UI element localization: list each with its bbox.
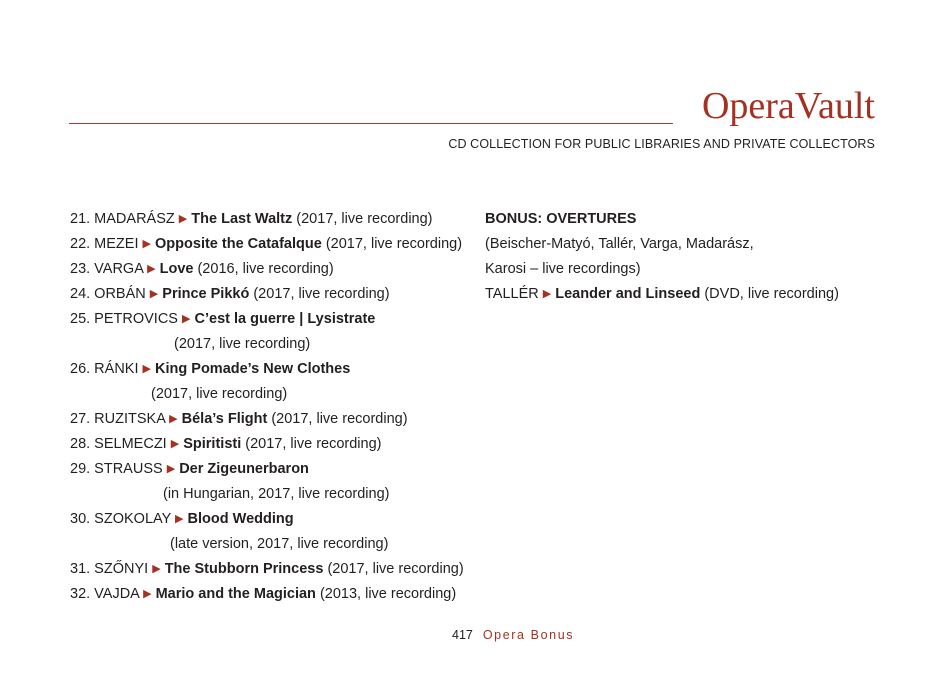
play-arrow-icon: ▶ <box>175 513 184 525</box>
play-arrow-icon: ▶ <box>170 438 180 450</box>
bonus-heading: BONUS: OVERTURES <box>485 211 637 227</box>
list-item: 31. SZŐNYI ▶ The Stubborn Princess (2017, live recording) <box>70 561 464 577</box>
page-footer <box>452 626 574 644</box>
bonus-item: TALLÉR ▶ Leander and Linseed (DVD, live recording) <box>485 286 839 302</box>
page-number: 417 <box>452 628 473 642</box>
play-arrow-icon: ▶ <box>182 313 191 325</box>
bonus-section <box>485 207 885 307</box>
list-item: 28. SELMECZI ▶ Spiritisti (2017, live recording) <box>70 436 382 452</box>
list-item: 21. MADARÁSZ ▶ The Last Waltz (2017, live recording) <box>70 211 433 227</box>
list-item: 23. VARGA ▶ Love (2016, live recording) <box>70 261 334 277</box>
brand-subtitle: CD COLLECTION FOR PUBLIC LIBRARIES AND PRIVATE COLLECTORS <box>448 137 875 151</box>
list-item: 24. ORBÁN ▶ Prince Pikkó (2017, live recording) <box>70 286 390 302</box>
bonus-description-line: (Beischer-Matyó, Tallér, Varga, Madarász, <box>485 236 754 252</box>
play-arrow-icon: ▶ <box>152 563 161 575</box>
list-item: 22. MEZEI ▶ Opposite the Catafalque (2017, live recording) <box>70 236 463 252</box>
play-arrow-icon: ▶ <box>169 413 178 425</box>
list-item: 30. SZOKOLAY ▶ Blood Wedding <box>70 511 294 527</box>
play-arrow-icon: ▶ <box>149 288 159 300</box>
header-rule <box>69 123 673 124</box>
play-arrow-icon: ▶ <box>142 363 151 375</box>
list-item-continuation: (late version, 2017, live recording) <box>170 536 389 552</box>
bonus-description-line: Karosi – live recordings) <box>485 261 641 277</box>
list-item-continuation: (2017, live recording) <box>174 336 311 352</box>
play-arrow-icon: ▶ <box>142 238 151 250</box>
list-item-continuation: (in Hungarian, 2017, live recording) <box>163 486 390 502</box>
list-item: 27. RUZITSKA ▶ Béla’s Flight (2017, live recording) <box>70 411 408 427</box>
list-item-continuation: (2017, live recording) <box>151 386 288 402</box>
play-arrow-icon: ▶ <box>542 288 552 300</box>
list-item: 32. VAJDA ▶ Mario and the Magician (2013, live recording) <box>70 586 457 602</box>
list-item: 26. RÁNKI ▶ King Pomade’s New Clothes <box>70 361 351 377</box>
list-item: 25. PETROVICS ▶ C’est la guerre | Lysistrate <box>70 311 376 327</box>
brand-logo: OperaVault <box>701 85 875 127</box>
opera-list <box>70 207 470 607</box>
play-arrow-icon: ▶ <box>143 588 152 600</box>
section-label: Opera Bonus <box>482 628 575 642</box>
list-item: 29. STRAUSS ▶ Der Zigeunerbaron <box>70 461 309 477</box>
play-arrow-icon: ▶ <box>166 463 176 475</box>
play-arrow-icon: ▶ <box>147 263 156 275</box>
play-arrow-icon: ▶ <box>178 213 188 225</box>
